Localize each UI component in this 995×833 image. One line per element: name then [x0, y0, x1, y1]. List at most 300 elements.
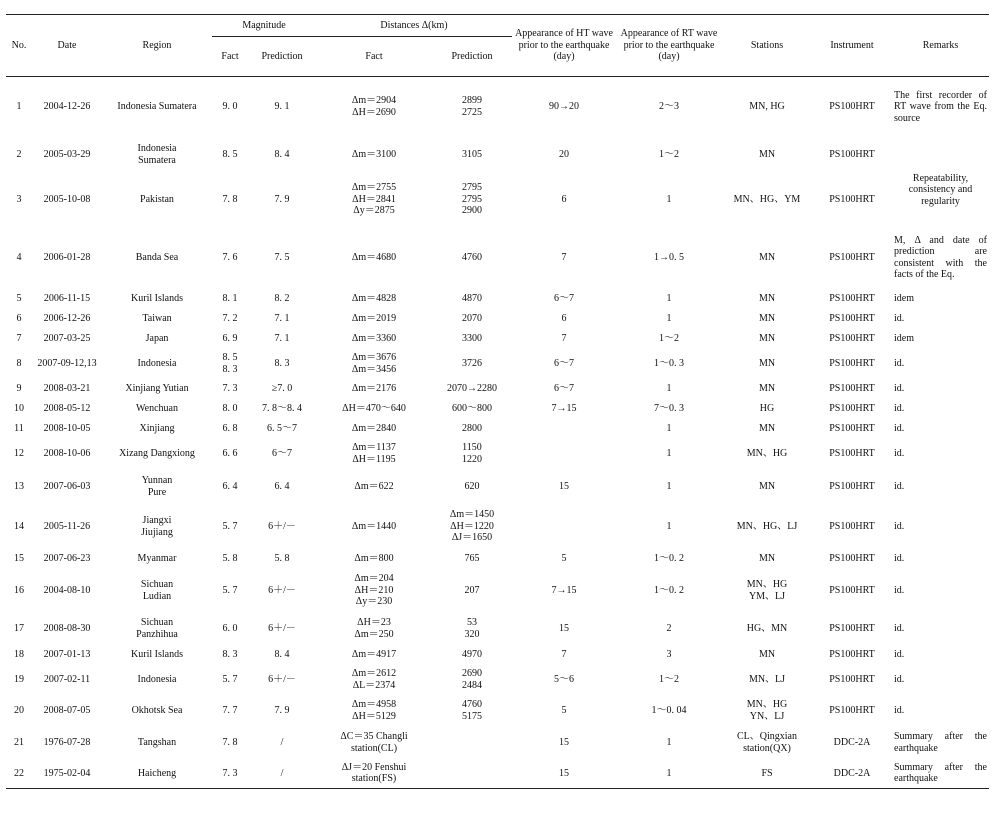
cell-date: 2007-06-03	[43, 480, 91, 492]
cell-stations	[722, 379, 812, 399]
cell-remark	[892, 137, 989, 173]
cell-line: 5175	[462, 710, 482, 722]
cell-line: 1220	[462, 453, 482, 465]
cell-magnitude-fact	[212, 727, 248, 759]
cell-line: 8. 2	[274, 292, 290, 304]
cell-line: 7. 9	[274, 193, 290, 205]
header-magnitude-fact: Fact	[212, 37, 248, 77]
cell-ht-wave: 7	[561, 648, 567, 660]
cell-line: 7. 5	[274, 251, 290, 263]
cell-distance-prediction	[432, 399, 512, 419]
cell-line: ΔJ＝20 Fenshui	[341, 761, 407, 773]
cell-no: 16	[14, 584, 24, 596]
cell-no: 4	[16, 251, 22, 263]
table-row	[6, 349, 989, 379]
cell-distance-fact	[316, 173, 432, 227]
cell-stations	[722, 349, 812, 379]
cell-stations	[722, 759, 812, 789]
cell-ht-wave: 6～7	[554, 357, 574, 369]
cell-line: 6. 4	[274, 480, 290, 492]
cell-line: MN	[758, 251, 776, 263]
cell-line: 3300	[462, 332, 482, 344]
cell-instrument: PS100HRT	[829, 480, 875, 492]
cell-stations	[722, 173, 812, 227]
cell-line: ≥7. 0	[271, 382, 293, 394]
cell-no: 13	[14, 480, 24, 492]
cell-line: MN	[758, 148, 776, 160]
table-body	[6, 77, 989, 789]
cell-magnitude-prediction	[248, 309, 316, 329]
header-no: No.	[6, 15, 32, 77]
cell-remark: The first recorder of RT wave from the Eq. source	[894, 89, 987, 124]
cell-line: Xizang Dangxiong	[119, 447, 195, 459]
earthquake-prediction-table	[6, 14, 989, 789]
cell-instrument: PS100HRT	[829, 148, 875, 160]
cell-line: ΔH＝210	[354, 584, 394, 596]
cell-rt-wave: 1～2	[659, 148, 679, 160]
cell-magnitude-fact	[212, 349, 248, 379]
cell-region	[102, 289, 212, 309]
cell-line: Pakistan	[140, 193, 174, 205]
cell-distance-fact	[316, 439, 432, 469]
cell-line: Pure	[147, 486, 167, 498]
cell-remark: idem	[894, 292, 914, 304]
cell-instrument: PS100HRT	[829, 402, 875, 414]
cell-line: /	[280, 736, 284, 748]
cell-rt-wave: 1	[666, 422, 672, 434]
cell-ht-wave: 6	[561, 312, 567, 324]
cell-magnitude-prediction	[248, 137, 316, 173]
cell-date: 2006-11-15	[43, 292, 91, 304]
cell-stations	[722, 665, 812, 695]
cell-ht-wave: 15	[559, 480, 569, 492]
cell-line: Haicheng	[137, 767, 177, 779]
header-date: Date	[32, 15, 102, 77]
cell-no: 5	[16, 292, 22, 304]
cell-magnitude-fact	[212, 173, 248, 227]
cell-line: 7. 3	[222, 767, 238, 779]
cell-line: Okhotsk Sea	[131, 704, 183, 716]
cell-line: Δm＝2612	[351, 668, 397, 679]
cell-date: 2006-01-28	[43, 251, 91, 263]
cell-rt-wave: 1	[666, 447, 672, 459]
cell-distance-fact	[316, 289, 432, 309]
cell-magnitude-fact	[212, 77, 248, 137]
cell-region	[102, 695, 212, 727]
cell-magnitude-fact	[212, 419, 248, 439]
cell-line: 2690	[462, 668, 482, 679]
cell-magnitude-fact	[212, 645, 248, 665]
cell-rt-wave: 1	[666, 193, 672, 205]
cell-rt-wave: 1	[666, 767, 672, 779]
cell-line: Δm＝3456	[351, 363, 397, 375]
cell-line: ΔH＝470～640	[342, 402, 406, 414]
cell-magnitude-prediction	[248, 569, 316, 613]
cell-ht-wave: 6	[561, 193, 567, 205]
cell-line: 2070	[462, 312, 482, 324]
cell-line: Δm＝250	[354, 628, 394, 640]
cell-line: MN	[758, 292, 776, 304]
cell-stations	[722, 419, 812, 439]
cell-date: 2005-03-29	[43, 148, 91, 160]
cell-line: 620	[464, 480, 480, 492]
table-row	[6, 569, 989, 613]
cell-distance-prediction	[432, 77, 512, 137]
cell-line: Δm＝3100	[351, 148, 397, 160]
cell-magnitude-prediction	[248, 549, 316, 569]
cell-magnitude-prediction	[248, 439, 316, 469]
cell-instrument: PS100HRT	[829, 251, 875, 263]
cell-instrument: PS100HRT	[829, 332, 875, 344]
cell-rt-wave: 3	[666, 648, 672, 660]
cell-stations	[722, 469, 812, 505]
cell-line: 8. 3	[222, 648, 238, 660]
cell-line: 9. 0	[222, 101, 238, 112]
cell-no: 10	[14, 402, 24, 414]
cell-distance-fact	[316, 137, 432, 173]
table-row	[6, 379, 989, 399]
cell-stations	[722, 137, 812, 173]
cell-line: 6. 9	[222, 332, 238, 344]
cell-no: 18	[14, 648, 24, 660]
cell-line: MN	[758, 648, 776, 660]
cell-distance-fact	[316, 549, 432, 569]
cell-line: 2800	[462, 422, 482, 434]
cell-distance-prediction	[432, 309, 512, 329]
header-distance-prediction: Prediction	[432, 37, 512, 77]
cell-rt-wave: 1	[666, 736, 672, 748]
cell-line: MN、LJ	[748, 673, 786, 685]
cell-date: 2007-02-11	[43, 673, 91, 685]
cell-line: Sichuan	[140, 579, 174, 590]
cell-instrument: PS100HRT	[829, 422, 875, 434]
cell-magnitude-fact	[212, 695, 248, 727]
cell-stations	[722, 77, 812, 137]
cell-line: 7. 7	[222, 704, 238, 716]
cell-distance-prediction	[432, 549, 512, 569]
table-row	[6, 227, 989, 289]
cell-line: Δm＝2840	[351, 422, 397, 434]
cell-distance-fact	[316, 419, 432, 439]
cell-line: Δm＝4680	[351, 251, 397, 263]
cell-line: Indonesia Sumatera	[117, 101, 197, 112]
cell-line: 6＋/－	[268, 673, 296, 685]
cell-region	[102, 329, 212, 349]
cell-magnitude-prediction	[248, 505, 316, 549]
cell-ht-wave: 20	[559, 148, 569, 160]
cell-magnitude-fact	[212, 549, 248, 569]
cell-line: 9. 1	[274, 101, 290, 112]
cell-line: Xinjiang Yutian	[125, 382, 189, 394]
cell-instrument: PS100HRT	[829, 673, 875, 685]
cell-line: MN、HG	[746, 447, 788, 459]
cell-line: ΔL＝2374	[352, 679, 396, 691]
table-row	[6, 505, 989, 549]
cell-distance-prediction	[432, 505, 512, 549]
cell-line: Δm＝3360	[351, 332, 397, 344]
cell-distance-prediction	[432, 665, 512, 695]
table-row	[6, 137, 989, 173]
cell-remark: id.	[894, 704, 905, 716]
cell-stations	[722, 439, 812, 469]
cell-magnitude-fact	[212, 309, 248, 329]
header-stations: Stations	[722, 15, 812, 77]
cell-region	[102, 77, 212, 137]
cell-no: 8	[16, 357, 22, 369]
cell-stations	[722, 613, 812, 645]
cell-line: Δm＝2755	[351, 182, 397, 194]
header-distance-fact: Fact	[316, 37, 432, 77]
cell-no: 17	[14, 622, 24, 634]
cell-instrument: DDC-2A	[833, 736, 871, 748]
cell-remark: id.	[894, 382, 905, 394]
cell-ht-wave	[512, 439, 616, 469]
cell-distance-prediction	[432, 439, 512, 469]
cell-line: 2795	[462, 193, 482, 205]
cell-distance-prediction	[432, 645, 512, 665]
cell-distance-fact	[316, 77, 432, 137]
table-row	[6, 549, 989, 569]
cell-line: 2899	[462, 95, 482, 107]
table-row	[6, 309, 989, 329]
cell-date: 1976-07-28	[43, 736, 91, 748]
cell-no: 19	[14, 673, 24, 685]
cell-magnitude-prediction	[248, 289, 316, 309]
cell-rt-wave: 1	[666, 312, 672, 324]
cell-region	[102, 469, 212, 505]
cell-line: Δm＝3676	[351, 352, 397, 363]
header-rt-wave: Appearance of RT wave prior to the earthquake (day)	[616, 15, 722, 77]
cell-line: 6. 8	[222, 422, 238, 434]
cell-magnitude-fact	[212, 469, 248, 505]
cell-line: Δy＝230	[355, 596, 393, 608]
cell-distance-fact	[316, 727, 432, 759]
cell-line: HG、MN	[746, 622, 788, 634]
cell-no: 14	[14, 520, 24, 532]
cell-magnitude-prediction	[248, 645, 316, 665]
cell-line: 2484	[462, 679, 482, 691]
cell-line: 2070→2280	[447, 382, 497, 394]
cell-date: 2006-12-26	[43, 312, 91, 324]
cell-remark: Repeatability, consistency and regularity	[908, 172, 973, 207]
cell-line: 320	[464, 628, 480, 640]
cell-magnitude-fact	[212, 137, 248, 173]
cell-region	[102, 379, 212, 399]
cell-distance-prediction	[432, 329, 512, 349]
cell-stations	[722, 645, 812, 665]
cell-line: Indonesia	[137, 357, 177, 369]
cell-region	[102, 645, 212, 665]
cell-line: Δm＝1440	[351, 520, 397, 532]
cell-line: MN、HG、YM	[733, 193, 801, 205]
cell-distance-fact	[316, 329, 432, 349]
cell-rt-wave: 1～0. 3	[654, 357, 684, 369]
cell-distance-fact	[316, 665, 432, 695]
cell-magnitude-prediction	[248, 77, 316, 137]
cell-line: Δm＝4828	[351, 292, 397, 304]
cell-line: MN、HG	[746, 699, 788, 710]
cell-remark: id.	[894, 312, 905, 324]
cell-distance-fact	[316, 569, 432, 613]
cell-region	[102, 227, 212, 289]
cell-region	[102, 727, 212, 759]
cell-ht-wave: 6～7	[554, 382, 574, 394]
cell-magnitude-prediction	[248, 665, 316, 695]
cell-line: Banda Sea	[135, 251, 179, 263]
cell-region	[102, 309, 212, 329]
cell-line: 5. 8	[222, 552, 238, 564]
cell-line: Tangshan	[137, 736, 177, 748]
cell-magnitude-fact	[212, 289, 248, 309]
cell-no: 12	[14, 447, 24, 459]
cell-ht-wave	[512, 419, 616, 439]
cell-ht-wave: 5	[561, 704, 567, 716]
cell-line: ΔH＝1195	[352, 453, 396, 465]
cell-line: Yunnan	[141, 475, 173, 486]
cell-magnitude-prediction	[248, 349, 316, 379]
cell-region	[102, 419, 212, 439]
cell-magnitude-fact	[212, 329, 248, 349]
cell-stations	[722, 309, 812, 329]
cell-distance-fact	[316, 379, 432, 399]
cell-line: 1150	[462, 442, 482, 453]
cell-distance-fact	[316, 469, 432, 505]
cell-line: 207	[464, 584, 480, 596]
cell-ht-wave: 7→15	[551, 584, 577, 596]
cell-remark: id.	[894, 357, 905, 369]
cell-line: 8. 4	[274, 648, 290, 660]
cell-line: CL、Qingxian	[737, 731, 797, 742]
cell-magnitude-prediction	[248, 379, 316, 399]
cell-line: 4760	[462, 251, 482, 263]
cell-no: 21	[14, 736, 24, 748]
table-row	[6, 645, 989, 665]
cell-stations	[722, 329, 812, 349]
cell-line: 7. 8	[222, 193, 238, 205]
cell-line: 4870	[462, 292, 482, 304]
cell-stations	[722, 505, 812, 549]
cell-line: 7. 9	[274, 704, 290, 716]
cell-date: 1975-02-04	[43, 767, 91, 779]
cell-region	[102, 173, 212, 227]
header-magnitude: Magnitude	[212, 15, 316, 37]
cell-distance-fact	[316, 349, 432, 379]
header-distances: Distances Δ(km)	[316, 15, 512, 37]
cell-line: 6. 5～7	[267, 422, 297, 434]
cell-line: ΔJ＝1650	[451, 532, 493, 544]
table-row	[6, 727, 989, 759]
cell-no: 2	[16, 148, 22, 160]
cell-magnitude-prediction	[248, 695, 316, 727]
table-row	[6, 469, 989, 505]
header-remarks: Remarks	[892, 15, 989, 77]
cell-line: Δm＝2176	[351, 382, 397, 394]
cell-line: ΔH＝1220	[450, 520, 494, 532]
cell-region	[102, 439, 212, 469]
cell-distance-prediction	[432, 695, 512, 727]
table-row	[6, 399, 989, 419]
cell-stations	[722, 549, 812, 569]
cell-remark: id.	[894, 422, 905, 434]
header-ht-wave: Appearance of HT wave prior to the earthquake (day)	[512, 15, 616, 77]
cell-line: MN	[758, 480, 776, 492]
cell-line: Δm＝4958	[351, 699, 397, 710]
cell-line: Jiujiang	[141, 526, 173, 538]
cell-date: 2007-06-23	[43, 552, 91, 564]
cell-ht-wave: 7	[561, 251, 567, 263]
cell-remark: id.	[894, 480, 905, 492]
cell-rt-wave: 1～0. 04	[651, 704, 687, 716]
cell-ht-wave: 6～7	[554, 292, 574, 304]
cell-line: 3726	[462, 357, 482, 369]
cell-magnitude-prediction	[248, 419, 316, 439]
cell-line: MN	[758, 382, 776, 394]
cell-distance-fact	[316, 695, 432, 727]
cell-rt-wave: 1	[666, 292, 672, 304]
cell-line: HG	[759, 402, 775, 414]
cell-instrument: PS100HRT	[829, 704, 875, 716]
table-row	[6, 695, 989, 727]
cell-magnitude-prediction	[248, 399, 316, 419]
cell-line: 8. 5	[222, 148, 238, 160]
cell-stations	[722, 727, 812, 759]
cell-no: 9	[16, 382, 22, 394]
cell-line: MN	[758, 332, 776, 344]
cell-line: ΔH＝2690	[352, 106, 396, 118]
cell-no: 1	[16, 101, 22, 112]
cell-date: 2008-10-05	[43, 422, 91, 434]
cell-line: 600～800	[452, 402, 492, 414]
cell-date: 2004-12-26	[43, 101, 91, 112]
cell-remark: id.	[894, 584, 905, 596]
cell-line: /	[280, 767, 284, 779]
cell-line: 6＋/－	[268, 520, 296, 532]
cell-line: Myanmar	[137, 552, 177, 564]
cell-ht-wave: 15	[559, 622, 569, 634]
cell-line: 7. 8	[222, 736, 238, 748]
cell-rt-wave: 1	[666, 480, 672, 492]
cell-line: Panzhihua	[136, 628, 178, 640]
cell-line: 6. 0	[222, 622, 238, 634]
cell-line: MN、HG、LJ	[736, 520, 798, 532]
cell-distance-fact	[316, 613, 432, 645]
cell-rt-wave: 1	[666, 520, 672, 532]
cell-distance-prediction	[432, 379, 512, 399]
cell-line: MN	[758, 357, 776, 369]
cell-line: 6＋/－	[268, 584, 296, 596]
cell-region	[102, 349, 212, 379]
cell-rt-wave: 2	[666, 622, 672, 634]
cell-stations	[722, 695, 812, 727]
cell-date: 2008-08-30	[43, 622, 91, 634]
cell-remark: Summary after the earthquake	[894, 731, 987, 754]
cell-instrument: PS100HRT	[829, 101, 875, 112]
cell-remark: id.	[894, 447, 905, 459]
cell-stations	[722, 289, 812, 309]
cell-line: ΔH＝5129	[352, 710, 396, 722]
cell-ht-wave: 5～6	[554, 673, 574, 685]
cell-line: 8. 1	[222, 292, 238, 304]
cell-line: 7. 8～8. 4	[262, 402, 302, 414]
cell-line: Δm＝4917	[351, 648, 397, 660]
cell-date: 2008-03-21	[43, 382, 91, 394]
cell-date: 2005-10-08	[43, 193, 91, 205]
cell-line: Wenchuan	[136, 402, 178, 414]
cell-line: 765	[464, 552, 480, 564]
cell-line: Δm＝800	[354, 552, 394, 564]
cell-date: 2008-05-12	[43, 402, 91, 414]
cell-line: Δm＝2019	[351, 312, 397, 324]
